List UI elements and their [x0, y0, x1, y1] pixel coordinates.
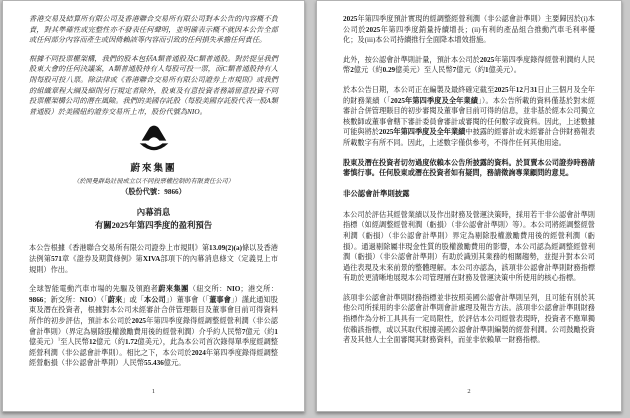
section-heading-non-gaap: 非公認會計準則披露 — [343, 188, 410, 198]
page-number: 1 — [151, 388, 156, 395]
announcement-title-line2: 有關2025年第四季度的盈利預告 — [94, 220, 213, 230]
paragraph-profit-drivers: 2025年第四季度預計實現的經調整經營利潤（非公認會計準則）主要歸因於(i)本公司於2025年第四季度銷量持續增長；(ii)有利的產品組合推動汽車毛利率優化；及(iii)本公司持續推行全面降本增效措施。 — [343, 15, 595, 45]
paragraph-gaap-profit: 此外，按公認會計準則計量，預計本公司於2025年第四季度錄得經營利潤約人民幣2億元（約0.29億美元）至人民幣7億元（約1億美元）。 — [343, 55, 595, 75]
announcement-title-line1: 內幕消息 — [136, 208, 171, 218]
paragraph-listing-rules-basis: 本公告根據《香港聯合交易所有限公司證券上市規則》第13.09(2)(a)條以及香港法例第571章《證券及期貨條例》第XIVA部項下的內幕消息條文（定義見上市規則）作出。 — [29, 244, 278, 274]
hkex-disclaimer: 香港交易及結算所有限公司及香港聯合交易所有限公司對本公告的內容概不負責，對其準確性或完整性亦不發表任何聲明，並明確表示概不就因本公告全部或任何部分內容而產生或因倚賴該等內容而引致的任何損失承擔任何責任。 — [29, 15, 278, 45]
page-number: 2 — [467, 388, 471, 395]
announcement-page-1 — [2, 0, 305, 412]
announcement-title — [29, 207, 278, 232]
nio-logo-icon — [135, 125, 173, 157]
paragraph-non-gaap-definition: 本公司於評估其經營業績以及作出財務及營運決策時，採用若干非公認會計準則指標（如經調整經營利潤（虧損）（非公認會計準則）等）。本公司將經調整經營利潤（虧損）（非公認會計準則）界定為剔除股權激勵費用後的經營利潤（虧損）。通過剔除屬非現金性質的股權激勵費用的影響，本公司認為經調整經營利潤（虧損）（非公認會計準則）有助於識別其業務的相關趨勢，並提升對本公司過往表現及未來前景的整體理解。本公司亦認為，該項非公認會計準則財務指標有助於更清晰地展現本公司管理層在財務及營運決策中所使用的核心指標。 — [343, 210, 595, 283]
stock-code-line: （股份代號：9866） — [121, 188, 186, 197]
company-name: 蔚來集團 — [130, 164, 177, 175]
paragraph-results-preparation: 於本公告日期，本公司正在編製及最終確定截至2025年12月31日止三個月及全年的財務業績（「2025年第四季度及全年業績」）。本公告所載的資料僅基於對未經審計合併管理賬目的初步審閱及董事會目前可得的信息，並非基於經本公司獨立核數師或董事會轄下審計委員會審計或審閱的任何數字或資料。因此，上述數據可能與將於2025年第四季度及全年業績中披露的經審計或未經審計合併財務報表所載數字有所不同。因此，上述數字僅供參考，不得作任何其他用途。 — [343, 85, 595, 147]
paragraph-profit-forecast: 全球智能電動汽車市場的先驅及領跑者蔚來集團（紐交所：NIO；港交所：9866；新交所：NIO）（「蔚來」或「本公司」）董事會（「董事會」）謹此通知股東及潛在投資者，根據對本公司未經審計合併管理賬目及董事會目前可得資料所作的初步評估，預計本公司於2025年第四季度錄得經調整經營利潤（非公認會計準則）（界定為剔除股權激勵費用後的經營利潤）介乎約人民幣7億元（約1億美元）$^1$至人民幣12億元（約1.72億美元），此為本公司首次錄得單季度經調整經營利潤（非公認會計準則）。相比之下，本公司於2024年第四季度錄得經調整經營虧損（非公認會計準則）人民幣55.436億元。 — [29, 285, 278, 368]
incorporation-note: （於開曼群島註冊成立以不同投票權控制的有限責任公司） — [73, 178, 234, 186]
paragraph-non-gaap-limitations: 該項非公認會計準則財務指標並非按照美國公認會計準則呈列，且可能有別於其他公司所採用的非公認會計準則會計處理及報告方法。該項非公認會計準則財務指標作為分析工具具有一定局限性，於評估本公司經營表現時，投資者不應單獨依賴該指標，或以其取代根據美國公認會計準則編製的經營利潤。公司鼓勵投資者及其他人士全面審閱其財務資料，而並非依賴單一財務指標。 — [343, 293, 595, 345]
paragraph-investor-warning: 股東及潛在投資者切勿過度依賴本公告所披露的資料。於買賣本公司證券時務請審慎行事。任何股東或潛在投資者如有疑問，務請徵詢專業顧問的意見。 — [343, 158, 595, 178]
company-brand-block — [29, 125, 278, 197]
announcement-page-2 — [316, 0, 622, 412]
wvr-structure-disclaimer: 根據不同投票權架構，我們的股本包括A類普通股及C類普通股。對於提呈我們股東大會的任何決議案，A類普通股持有人每股可投一票，而C類普通股持有人則每股可投八票。除法律或《香港聯合交易所有限公司證券上市規則》或我們的組織章程大綱及細則另行規定者除外，股東及有意投資者務請留意投資不同投票權架構公司的潛在風險。我們的美國存託股（每股美國存託股代表一股A類普通股）於美國紐約證券交易所上市，股份代號為NIO。 — [29, 54, 278, 116]
